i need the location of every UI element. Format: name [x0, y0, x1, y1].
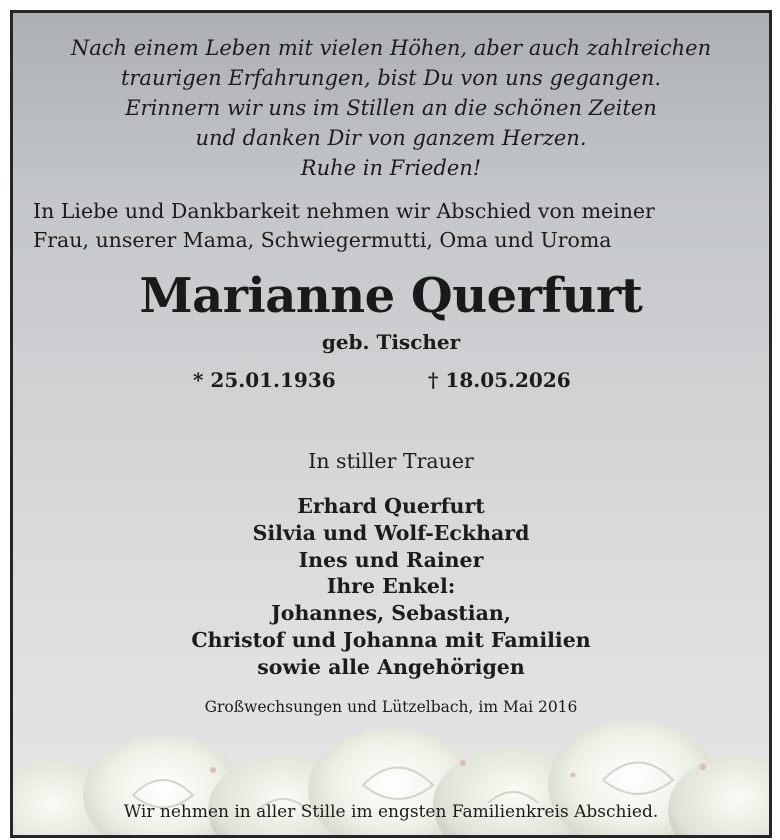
deceased-name: Marianne Querfurt: [139, 268, 643, 324]
poem-line: traurigen Erfahrungen, bist Du von uns gegangen.: [120, 66, 662, 90]
poem-line: und danken Dir von ganzem Herzen.: [195, 126, 587, 150]
mourner-line: Johannes, Sebastian,: [271, 601, 511, 626]
mourner-line: Silvia und Wolf-Eckhard: [252, 520, 530, 545]
maiden-name: geb. Tischer: [321, 330, 461, 354]
closing-note: Wir nehmen in aller Stille im engsten Familienkreis Abschied.: [123, 802, 659, 822]
poem-line: Nach einem Leben mit vielen Höhen, aber auch zahlreichen: [70, 36, 712, 60]
poem: [13, 33, 769, 183]
intro-line: Frau, unserer Mama, Schwiegermutti, Oma und Uroma: [33, 228, 612, 252]
mourning-heading: In stiller Trauer: [308, 449, 474, 473]
mourner-line: Erhard Querfurt: [297, 494, 485, 518]
mourners-list: [13, 493, 769, 681]
mourner-line: Christof und Johanna mit Familien: [191, 627, 591, 652]
intro-line: In Liebe und Dankbarkeit nehmen wir Abschied von meiner: [33, 199, 655, 223]
mourner-line: sowie alle Angehörigen: [257, 654, 525, 679]
poem-line: Erinnern wir uns im Stillen an die schönen Zeiten: [125, 96, 657, 120]
obituary-notice: [10, 10, 772, 838]
place-date: Großwechsungen und Lützelbach, im Mai 2016: [204, 698, 578, 716]
mourner-line: Ihre Enkel:: [326, 574, 456, 599]
birth-date: * 25.01.1936: [193, 368, 336, 392]
death-date: † 18.05.2026: [428, 368, 571, 392]
intro-text: [33, 197, 655, 255]
poem-line: Ruhe in Frieden!: [300, 156, 482, 180]
mourner-line: Ines und Rainer: [298, 547, 484, 572]
